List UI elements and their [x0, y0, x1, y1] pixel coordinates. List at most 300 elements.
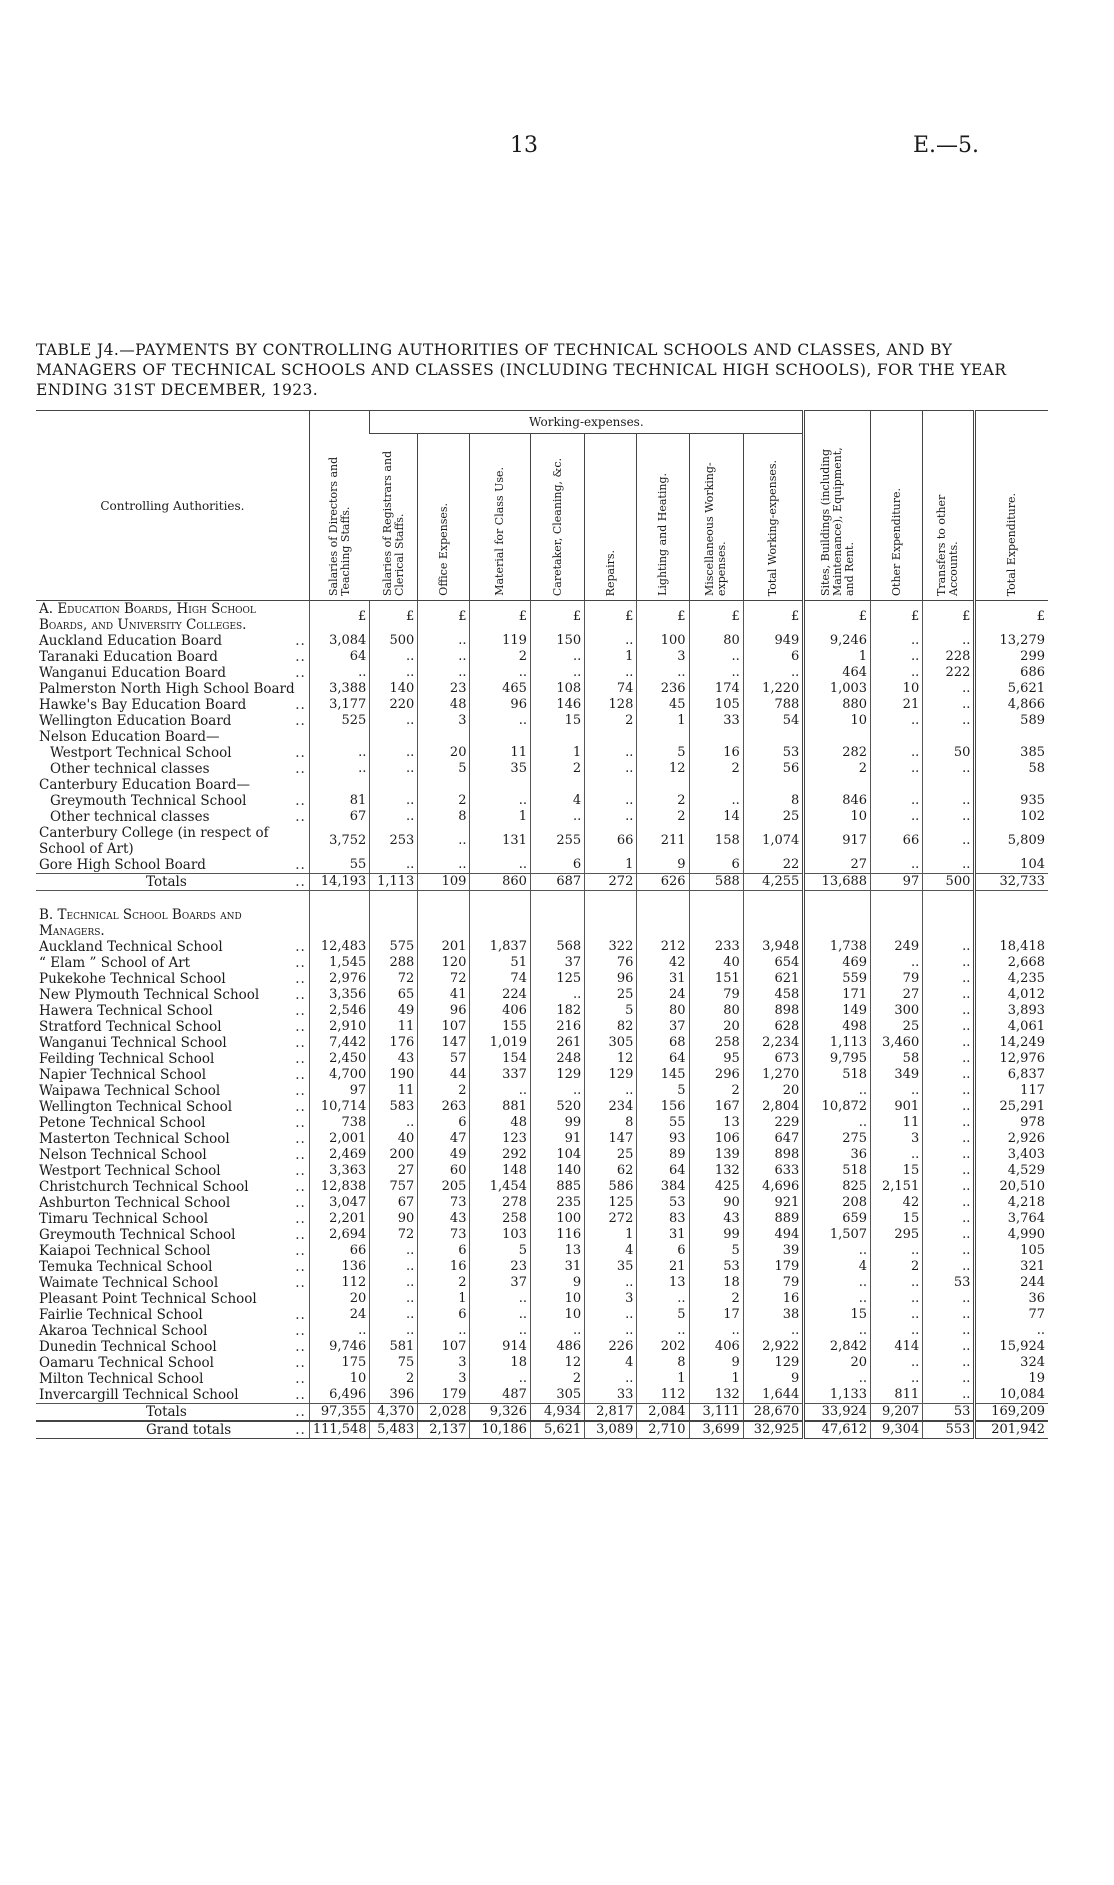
cell: 1,074 — [743, 825, 804, 857]
cell: 586 — [585, 1179, 637, 1195]
cell: 96 — [585, 971, 637, 987]
row-label: “ Elam ” School of Art .. — [39, 955, 306, 971]
cell: .. — [370, 713, 418, 729]
cell: 4,700 — [309, 1067, 370, 1083]
cell: 37 — [470, 1275, 531, 1291]
cell: 654 — [743, 955, 804, 971]
cell: 169,209 — [975, 1404, 1048, 1422]
cell: 1 — [637, 713, 689, 729]
cell: 458 — [743, 987, 804, 1003]
cell: .. — [530, 1323, 584, 1339]
cell: 74 — [470, 971, 531, 987]
cell: 25 — [871, 1019, 923, 1035]
cell: 49 — [418, 1147, 470, 1163]
cell: 119 — [470, 633, 531, 649]
row-label: Napier Technical School .. — [39, 1067, 306, 1083]
cell — [975, 777, 1048, 793]
cell: 100 — [637, 633, 689, 649]
cell: 74 — [585, 681, 637, 697]
cell: .. — [530, 1083, 584, 1099]
cell: .. — [871, 1147, 923, 1163]
table-row — [36, 697, 1048, 713]
cell: 553 — [923, 1421, 975, 1439]
cell: 50 — [923, 745, 975, 761]
cell: 5,483 — [370, 1421, 418, 1439]
totals-label: Totals .. — [36, 874, 309, 891]
cell: 949 — [743, 633, 804, 649]
cell: 2,922 — [743, 1339, 804, 1355]
cell: 131 — [470, 825, 531, 857]
row-label: Wanganui Education Board .. — [39, 665, 306, 681]
cell: 205 — [418, 1179, 470, 1195]
row-label: Other technical classes .. — [50, 761, 306, 777]
cell: 2 — [418, 1275, 470, 1291]
cell — [470, 729, 531, 745]
cell: 28,670 — [743, 1404, 804, 1422]
cell: 3,356 — [309, 987, 370, 1003]
cell: 20 — [418, 745, 470, 761]
section-heading — [36, 601, 1048, 634]
cell: 25 — [585, 987, 637, 1003]
cell: 2,137 — [418, 1421, 470, 1439]
cell: 3,764 — [975, 1211, 1048, 1227]
cell: .. — [923, 1099, 975, 1115]
table-row — [36, 1115, 1048, 1131]
header-salaries-teaching: Salaries of Directors and Teaching Staffs. — [309, 411, 370, 601]
row-label: Petone Technical School .. — [39, 1115, 306, 1131]
cell: 140 — [370, 681, 418, 697]
cell: 97 — [309, 1083, 370, 1099]
cell: 1,270 — [743, 1067, 804, 1083]
cell: 96 — [470, 697, 531, 713]
cell — [530, 777, 584, 793]
cell: 73 — [418, 1227, 470, 1243]
cell: 235 — [530, 1195, 584, 1211]
cell: 2,817 — [585, 1404, 637, 1422]
cell: 2,926 — [975, 1131, 1048, 1147]
cell: 1 — [689, 1371, 743, 1387]
cell: 107 — [418, 1019, 470, 1035]
cell: 914 — [470, 1339, 531, 1355]
cell: 4 — [585, 1243, 637, 1259]
section-heading — [36, 907, 1048, 939]
cell: .. — [804, 1291, 871, 1307]
cell: 2 — [689, 761, 743, 777]
cell: 123 — [470, 1131, 531, 1147]
cell: .. — [871, 1243, 923, 1259]
table-row — [36, 761, 1048, 777]
cell: 272 — [585, 1211, 637, 1227]
cell: 1 — [530, 745, 584, 761]
cell: .. — [923, 857, 975, 874]
cell: 151 — [689, 971, 743, 987]
cell: .. — [923, 1019, 975, 1035]
cell — [923, 891, 975, 908]
cell: 90 — [689, 1195, 743, 1211]
cell: 19 — [975, 1371, 1048, 1387]
cell: 58 — [975, 761, 1048, 777]
cell: 42 — [871, 1195, 923, 1211]
cell: 3,047 — [309, 1195, 370, 1211]
cell: .. — [470, 1291, 531, 1307]
cell: .. — [585, 809, 637, 825]
cell: 112 — [309, 1275, 370, 1291]
cell — [470, 891, 531, 908]
cell: .. — [871, 1323, 923, 1339]
row-label: Auckland Technical School .. — [39, 939, 306, 955]
cell: .. — [804, 1371, 871, 1387]
cell — [309, 777, 370, 793]
section-a-label: A. Education Boards, High School Boards, and University Colleges. — [39, 601, 256, 633]
table-row — [36, 1339, 1048, 1355]
cell: 132 — [689, 1163, 743, 1179]
cell: 212 — [637, 939, 689, 955]
cell: 4,012 — [975, 987, 1048, 1003]
cell: 11 — [871, 1115, 923, 1131]
cell: 72 — [418, 971, 470, 987]
cell: 154 — [470, 1051, 531, 1067]
cell: 32,733 — [975, 874, 1048, 891]
cell: 5 — [637, 745, 689, 761]
row-label: Hawera Technical School .. — [39, 1003, 306, 1019]
cell: 68 — [637, 1035, 689, 1051]
cell: .. — [871, 745, 923, 761]
cell: 2,450 — [309, 1051, 370, 1067]
cell: 3,111 — [689, 1404, 743, 1422]
cell: 150 — [530, 633, 584, 649]
cell: 222 — [923, 665, 975, 681]
cell: 494 — [743, 1227, 804, 1243]
cell: 35 — [470, 761, 531, 777]
cell: 96 — [418, 1003, 470, 1019]
cell: 12,838 — [309, 1179, 370, 1195]
cell: 3,177 — [309, 697, 370, 713]
table-row — [36, 857, 1048, 874]
cell: 31 — [637, 971, 689, 987]
cell: 2,084 — [637, 1404, 689, 1422]
cell: 33 — [585, 1387, 637, 1404]
cell: .. — [871, 793, 923, 809]
cell: 5 — [637, 1307, 689, 1323]
cell: £ — [923, 601, 975, 634]
cell: 9,304 — [871, 1421, 923, 1439]
cell: .. — [689, 665, 743, 681]
cell: 111,548 — [309, 1421, 370, 1439]
cell: 16 — [418, 1259, 470, 1275]
cell: £ — [418, 601, 470, 634]
cell: .. — [637, 1323, 689, 1339]
cell: 406 — [689, 1339, 743, 1355]
cell: £ — [585, 601, 637, 634]
cell: 2 — [585, 713, 637, 729]
cell: 258 — [470, 1211, 531, 1227]
row-label: Milton Technical School .. — [39, 1371, 306, 1387]
cell: 2,001 — [309, 1131, 370, 1147]
grand-totals-label: Grand totals .. — [36, 1421, 309, 1439]
row-label: Palmerston North High School Board — [39, 681, 295, 697]
cell — [637, 729, 689, 745]
cell: 128 — [585, 697, 637, 713]
table-row — [36, 1259, 1048, 1275]
cell: 2 — [470, 649, 531, 665]
cell: .. — [923, 713, 975, 729]
cell: 1,113 — [370, 874, 418, 891]
cell: 47 — [418, 1131, 470, 1147]
cell: 4,218 — [975, 1195, 1048, 1211]
cell: 2 — [871, 1259, 923, 1275]
cell — [689, 729, 743, 745]
cell: 8 — [743, 793, 804, 809]
cell: 10,186 — [470, 1421, 531, 1439]
cell: 261 — [530, 1035, 584, 1051]
cell: .. — [585, 745, 637, 761]
cell: 67 — [309, 809, 370, 825]
cell: 282 — [804, 745, 871, 761]
cell: 1 — [585, 649, 637, 665]
cell: 589 — [975, 713, 1048, 729]
cell: 66 — [309, 1243, 370, 1259]
cell: 22 — [743, 857, 804, 874]
table-row — [36, 1131, 1048, 1147]
table-row — [36, 1179, 1048, 1195]
cell — [923, 729, 975, 745]
spacer-row — [36, 891, 1048, 908]
row-label: Akaroa Technical School .. — [39, 1323, 306, 1339]
cell: .. — [530, 665, 584, 681]
cell: 23 — [418, 681, 470, 697]
cell: 13,279 — [975, 633, 1048, 649]
table-row — [36, 745, 1048, 761]
cell: .. — [923, 825, 975, 857]
cell: 109 — [418, 874, 470, 891]
cell: 253 — [370, 825, 418, 857]
cell: £ — [975, 601, 1048, 634]
cell: 146 — [530, 697, 584, 713]
cell: 525 — [309, 713, 370, 729]
cell: 788 — [743, 697, 804, 713]
cell: 13 — [530, 1243, 584, 1259]
cell: 3,893 — [975, 1003, 1048, 1019]
cell: 129 — [530, 1067, 584, 1083]
cell: 295 — [871, 1227, 923, 1243]
cell: 3,363 — [309, 1163, 370, 1179]
cell — [309, 891, 370, 908]
cell: .. — [309, 761, 370, 777]
cell: .. — [585, 1371, 637, 1387]
cell: 4 — [804, 1259, 871, 1275]
cell: 42 — [637, 955, 689, 971]
cell: 37 — [637, 1019, 689, 1035]
header-salaries-clerical: Salaries of Registrars and Clerical Staffs. — [370, 434, 418, 601]
cell: 588 — [689, 874, 743, 891]
cell: 10,714 — [309, 1099, 370, 1115]
cell: 2 — [418, 793, 470, 809]
cell: .. — [370, 857, 418, 874]
cell: 898 — [743, 1147, 804, 1163]
cell: 248 — [530, 1051, 584, 1067]
cell: 64 — [309, 649, 370, 665]
cell: 211 — [637, 825, 689, 857]
cell: .. — [923, 1243, 975, 1259]
cell: 628 — [743, 1019, 804, 1035]
cell: 2 — [689, 1291, 743, 1307]
cell: £ — [804, 601, 871, 634]
cell — [975, 729, 1048, 745]
cell: 108 — [530, 681, 584, 697]
cell: 53 — [637, 1195, 689, 1211]
cell: 18 — [470, 1355, 531, 1371]
cell: .. — [804, 1323, 871, 1339]
cell: 9,207 — [871, 1404, 923, 1422]
row-label: Westport Technical School .. — [39, 1163, 306, 1179]
cell: 8 — [418, 809, 470, 825]
cell: 179 — [418, 1387, 470, 1404]
cell: .. — [418, 857, 470, 874]
row-label: Timaru Technical School .. — [39, 1211, 306, 1227]
cell: .. — [530, 649, 584, 665]
cell: 139 — [689, 1147, 743, 1163]
cell: 575 — [370, 939, 418, 955]
cell: 182 — [530, 1003, 584, 1019]
cell: 935 — [975, 793, 1048, 809]
cell: 33,924 — [804, 1404, 871, 1422]
cell: 140 — [530, 1163, 584, 1179]
cell: 91 — [530, 1131, 584, 1147]
header-working-expenses: Working-expenses. — [370, 411, 804, 434]
row-label: Westport Technical School .. — [50, 745, 306, 761]
cell: 263 — [418, 1099, 470, 1115]
cell: 171 — [804, 987, 871, 1003]
cell: 156 — [637, 1099, 689, 1115]
cell: 337 — [470, 1067, 531, 1083]
cell: 51 — [470, 955, 531, 971]
row-label: New Plymouth Technical School .. — [39, 987, 306, 1003]
cell — [470, 777, 531, 793]
cell: 860 — [470, 874, 531, 891]
cell: £ — [370, 601, 418, 634]
cell: 621 — [743, 971, 804, 987]
cell: .. — [975, 1323, 1048, 1339]
cell: .. — [871, 1307, 923, 1323]
table-row — [36, 681, 1048, 697]
row-label: Greymouth Technical School .. — [50, 793, 306, 809]
cell: .. — [585, 1323, 637, 1339]
cell: 105 — [975, 1243, 1048, 1259]
cell: 349 — [871, 1067, 923, 1083]
cell: 73 — [418, 1195, 470, 1211]
cell: 3 — [418, 713, 470, 729]
cell: 469 — [804, 955, 871, 971]
cell: 229 — [743, 1115, 804, 1131]
cell: 322 — [585, 939, 637, 955]
cell: 24 — [637, 987, 689, 1003]
cell: 414 — [871, 1339, 923, 1355]
cell — [530, 891, 584, 908]
cell: 6 — [530, 857, 584, 874]
cell: £ — [871, 601, 923, 634]
cell: 881 — [470, 1099, 531, 1115]
cell: 64 — [637, 1163, 689, 1179]
cell: .. — [871, 633, 923, 649]
cell: .. — [585, 761, 637, 777]
cell: 1,133 — [804, 1387, 871, 1404]
table-row — [36, 793, 1048, 809]
cell: 1 — [637, 1371, 689, 1387]
cell: .. — [923, 1003, 975, 1019]
cell: 2,668 — [975, 955, 1048, 971]
cell: .. — [871, 665, 923, 681]
cell: 425 — [689, 1179, 743, 1195]
cell — [743, 777, 804, 793]
cell: 2 — [637, 809, 689, 825]
cell: 13 — [689, 1115, 743, 1131]
row-label: Taranaki Education Board .. — [39, 649, 306, 665]
cell: 292 — [470, 1147, 531, 1163]
cell: 249 — [871, 939, 923, 955]
cell: .. — [923, 697, 975, 713]
cell: .. — [871, 1083, 923, 1099]
cell: .. — [370, 1259, 418, 1275]
cell: 647 — [743, 1131, 804, 1147]
cell: .. — [804, 1115, 871, 1131]
cell: 79 — [871, 971, 923, 987]
row-label: Fairlie Technical School .. — [39, 1307, 306, 1323]
cell: 9 — [637, 857, 689, 874]
cell: .. — [923, 1371, 975, 1387]
cell: 300 — [871, 1003, 923, 1019]
cell: .. — [923, 971, 975, 987]
cell: 64 — [637, 1051, 689, 1067]
cell: 5 — [637, 1083, 689, 1099]
cell: 846 — [804, 793, 871, 809]
cell — [370, 907, 418, 939]
table-row — [36, 1163, 1048, 1179]
cell: 6,837 — [975, 1067, 1048, 1083]
cell: .. — [309, 745, 370, 761]
cell: 20 — [309, 1291, 370, 1307]
totals-row — [36, 874, 1048, 891]
table-row — [36, 713, 1048, 729]
cell: 216 — [530, 1019, 584, 1035]
cell: 10 — [530, 1307, 584, 1323]
cell: .. — [923, 955, 975, 971]
cell: 10 — [804, 809, 871, 825]
cell: 23 — [470, 1259, 531, 1275]
row-label: Kaiapoi Technical School .. — [39, 1243, 306, 1259]
cell: 90 — [370, 1211, 418, 1227]
cell: .. — [309, 665, 370, 681]
cell: 80 — [689, 1003, 743, 1019]
cell: 20 — [689, 1019, 743, 1035]
cell: 129 — [585, 1067, 637, 1083]
totals-label: Totals .. — [36, 1404, 309, 1422]
cell: 54 — [743, 713, 804, 729]
row-label: Nelson Technical School .. — [39, 1147, 306, 1163]
table-row — [36, 633, 1048, 649]
cell: .. — [871, 809, 923, 825]
cell: 155 — [470, 1019, 531, 1035]
row-label: Wanganui Technical School .. — [39, 1035, 306, 1051]
cell — [871, 907, 923, 939]
cell: .. — [418, 649, 470, 665]
cell: .. — [923, 1307, 975, 1323]
cell: .. — [871, 857, 923, 874]
cell: 27 — [871, 987, 923, 1003]
cell: 72 — [370, 971, 418, 987]
cell: .. — [370, 1307, 418, 1323]
cell: 3,403 — [975, 1147, 1048, 1163]
cell: 15 — [871, 1163, 923, 1179]
